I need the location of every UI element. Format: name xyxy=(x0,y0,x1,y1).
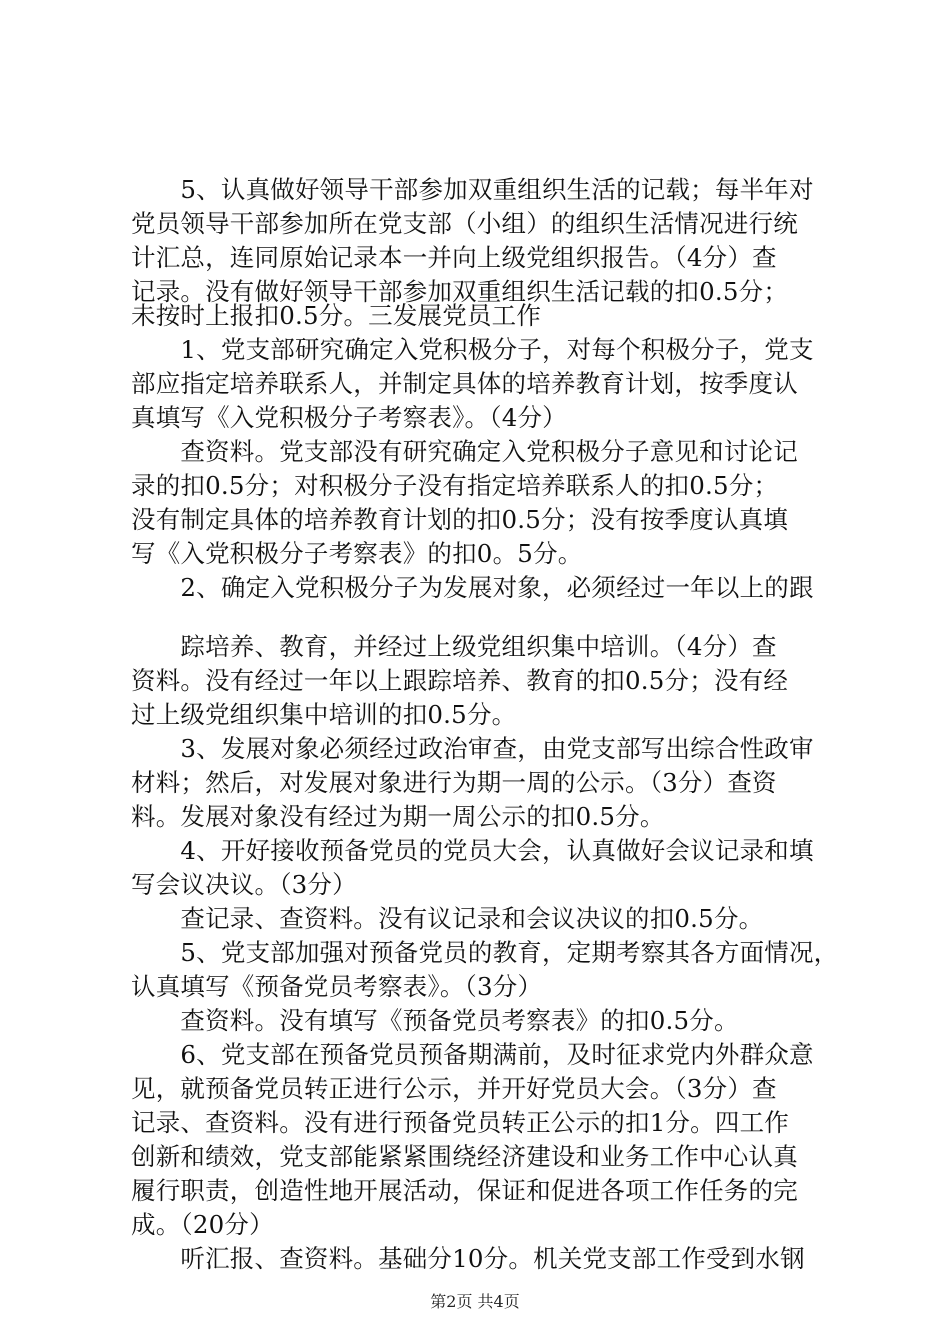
body-text-line: 5、党支部加强对预备党员的教育，定期考察其各方面情况， xyxy=(131,938,839,967)
body-text-line: 部应指定培养联系人，并制定具体的培养教育计划，按季度认 xyxy=(131,369,798,398)
body-text-line: 料。发展对象没有经过为期一周公示的扣0.5分。 xyxy=(131,802,665,831)
body-text-line: 6、党支部在预备党员预备期满前，及时征求党内外群众意 xyxy=(131,1040,814,1069)
body-text-line: 查资料。党支部没有研究确定入党积极分子意见和讨论记 xyxy=(131,437,798,466)
body-text-line: 听汇报、查资料。基础分10分。机关党支部工作受到水钢 xyxy=(131,1244,805,1273)
body-text-line: 党员领导干部参加所在党支部（小组）的组织生活情况进行统 xyxy=(131,209,798,238)
body-text-line: 真填写《入党积极分子考察表》。（4分） xyxy=(131,403,567,432)
body-text-line: 材料；然后，对发展对象进行为期一周的公示。（3分）查资 xyxy=(131,768,777,797)
body-text-line: 录的扣0.5分；对积极分子没有指定培养联系人的扣0.5分； xyxy=(131,471,779,500)
body-text-line: 创新和绩效，党支部能紧紧围绕经济建设和业务工作中心认真 xyxy=(131,1142,798,1171)
body-text-line: 1、党支部研究确定入党积极分子，对每个积极分子，党支 xyxy=(131,335,814,364)
body-text-line: 踪培养、教育，并经过上级党组织集中培训。（4分）查 xyxy=(131,632,777,661)
body-text-line: 过上级党组织集中培训的扣0.5分。 xyxy=(131,700,517,729)
body-text-line: 认真填写《预备党员考察表》。（3分） xyxy=(131,972,543,1001)
body-text-line: 4、开好接收预备党员的党员大会，认真做好会议记录和填 xyxy=(131,836,814,865)
body-text-line: 资料。没有经过一年以上跟踪培养、教育的扣0.5分；没有经 xyxy=(131,666,789,695)
body-text-line: 履行职责，创造性地开展活动，保证和促进各项工作任务的完 xyxy=(131,1176,798,1205)
body-text-line: 查资料。没有填写《预备党员考察表》的扣0.5分。 xyxy=(131,1006,739,1035)
body-text-line: 未按时上报扣0.5分。三发展党员工作 xyxy=(131,301,542,330)
body-text-line: 3、发展对象必须经过政治审查，由党支部写出综合性政审 xyxy=(131,734,814,763)
body-text-line: 2、确定入党积极分子为发展对象，必须经过一年以上的跟 xyxy=(131,573,814,602)
page-number-footer: 第2页 共4页 xyxy=(430,1292,520,1311)
body-text-line: 记录、查资料。没有进行预备党员转正公示的扣1分。四工作 xyxy=(131,1108,789,1137)
body-text-line: 5、认真做好领导干部参加双重组织生活的记载；每半年对 xyxy=(131,175,814,204)
body-text-line: 成。（20分） xyxy=(131,1210,274,1239)
body-text-line: 见，就预备党员转正进行公示，并开好党员大会。（3分）查 xyxy=(131,1074,777,1103)
body-text-line: 写《入党积极分子考察表》的扣0。5分。 xyxy=(131,539,583,568)
body-text-line: 没有制定具体的培养教育计划的扣0.5分；没有按季度认真填 xyxy=(131,505,789,534)
body-text-line: 查记录、查资料。没有议记录和会议决议的扣0.5分。 xyxy=(131,904,764,933)
body-text-line: 计汇总，连同原始记录本一并向上级党组织报告。（4分）查 xyxy=(131,243,777,272)
body-text-line: 写会议决议。（3分） xyxy=(131,870,357,899)
body-text-line: 记录。没有做好领导干部参加双重组织生活记载的扣0.5分； xyxy=(131,277,789,306)
